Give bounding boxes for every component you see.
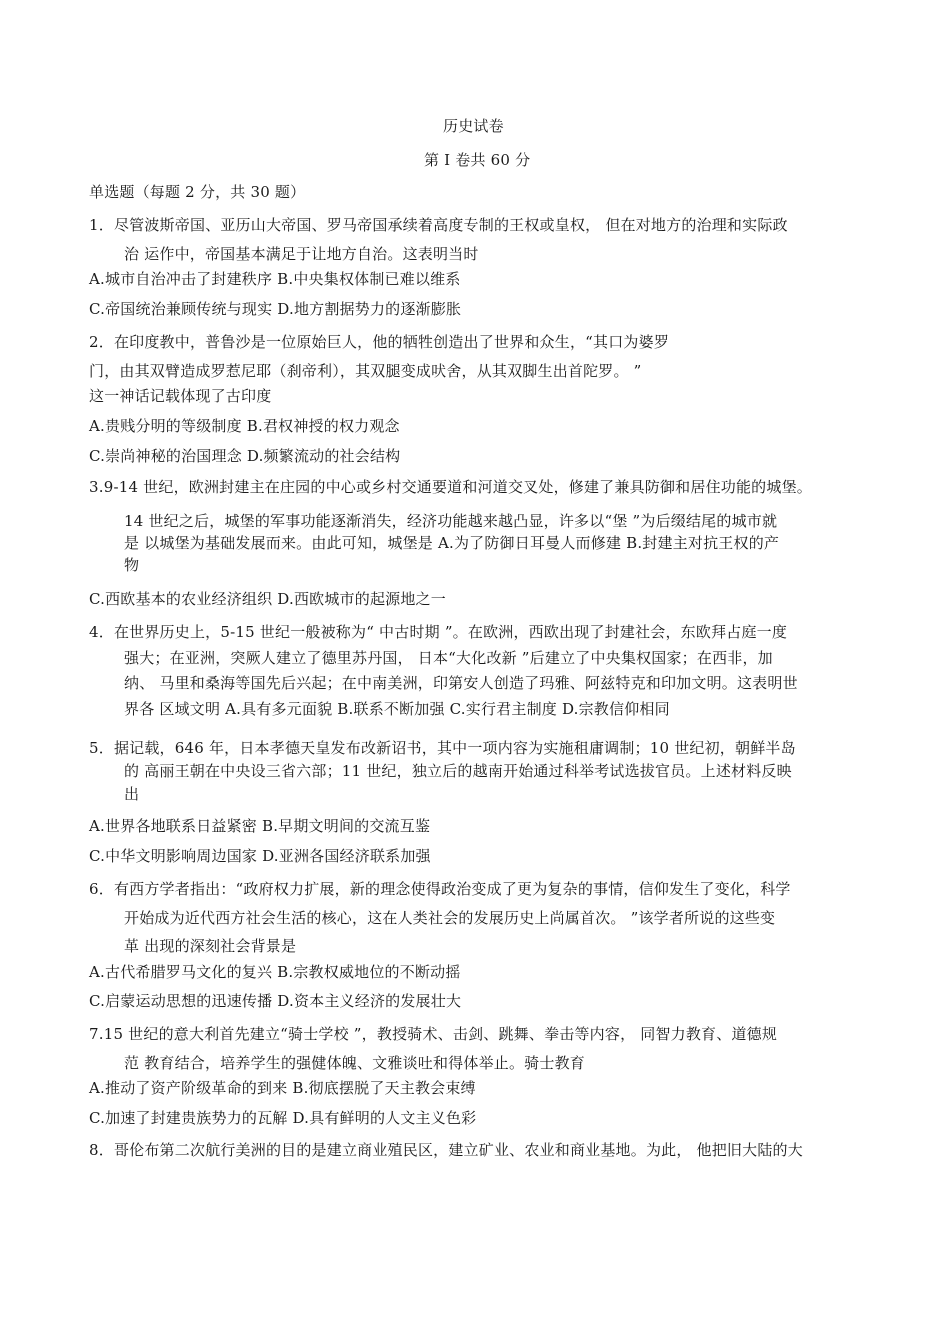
question-1-option-cd: C.帝国统治兼顾传统与现实 D.地方割据势力的逐渐膨胀: [89, 300, 462, 318]
question-2-option-ab: A.贵贱分明的等级制度 B.君权神授的权力观念: [89, 417, 400, 435]
question-7-option-cd: C.加速了封建贵族势力的瓦解 D.具有鲜明的人文主义色彩: [89, 1109, 477, 1127]
question-3-line-3: 是 以城堡为基础发展而来。由此可知，城堡是 A.为了防御日耳曼人而修建 B.封建主对抗王权的产: [124, 534, 780, 552]
question-3-line-4: 物: [124, 556, 140, 574]
question-3-line-2: 14 世纪之后，城堡的军事功能逐渐消失，经济功能越来越凸显，许多以“堡 ”为后缀结尾的城市就: [124, 512, 778, 530]
question-6-option-cd: C.启蒙运动思想的迅速传播 D.资本主义经济的发展壮大: [89, 992, 462, 1010]
question-2-line-2: 门，由其双臂造成罗惹尼耶（刹帝利），其双腿变成吠舍，从其双脚生出首陀罗。 ”: [89, 362, 642, 380]
page-subtitle: 第 I 卷共 60 分: [424, 151, 531, 169]
question-3-line-1: 3.9-14 世纪，欧洲封建主在庄园的中心或乡村交通要道和河道交叉处，修建了兼具防御和居住功能的城堡。: [89, 478, 812, 496]
question-6-line-1: 6．有西方学者指出：“政府权力扩展，新的理念使得政治变成了更为复杂的事情，信仰发生了变化，科学: [89, 880, 791, 898]
question-6-option-ab: A.古代希腊罗马文化的复兴 B.宗教权威地位的不断动摇: [89, 963, 461, 981]
question-4-line-2: 强大；在亚洲，突厥人建立了德里苏丹国， 日本“大化改新 ”后建立了中央集权国家；在西非，加: [124, 649, 773, 667]
section-heading: 单选题（每题 2 分，共 30 题）: [89, 183, 306, 201]
question-4-line-1: 4．在世界历史上，5-15 世纪一般被称为“ 中古时期 ”。在欧洲，西欧出现了封建社会，东欧拜占庭一度: [89, 623, 788, 641]
question-4-line-3: 纳、 马里和桑海等国先后兴起；在中南美洲，印第安人创造了玛雅、阿兹特克和印加文明。这表明世: [124, 674, 798, 692]
question-2-option-cd: C.崇尚神秘的治国理念 D.频繁流动的社会结构: [89, 447, 401, 465]
page-title: 历史试卷: [443, 117, 504, 135]
question-5-line-1: 5．据记载，646 年，日本孝德天皇发布改新诏书，其中一项内容为实施租庸调制；10 世纪初，朝鲜半岛: [89, 739, 796, 757]
question-1-option-ab: A.城市自治冲击了封建秩序 B.中央集权体制已难以维系: [89, 270, 461, 288]
question-5-line-3: 出: [124, 785, 140, 803]
question-5-option-cd: C.中华文明影响周边国家 D.亚洲各国经济联系加强: [89, 847, 431, 865]
question-5-line-2: 的 高丽王朝在中央设三省六部；11 世纪，独立后的越南开始通过科举考试选拔官员。上述材料反映: [124, 762, 792, 780]
question-6-line-2: 开始成为近代西方社会生活的核心，这在人类社会的发展历史上尚属首次。 ”该学者所说的这些变: [124, 909, 776, 927]
question-7-line-1: 7.15 世纪的意大利首先建立“骑士学校 ”，教授骑术、击剑、跳舞、拳击等内容， 同智力教育、道德规: [89, 1025, 778, 1043]
question-1-line-1: 1．尽管波斯帝国、亚历山大帝国、罗马帝国承续着高度专制的王权或皇权， 但在对地方的治理和实际政: [89, 216, 788, 234]
question-2-line-3: 这一神话记载体现了古印度: [89, 387, 272, 405]
question-2-line-1: 2．在印度教中，普鲁沙是一位原始巨人，他的牺牲创造出了世界和众生，“其口为婆罗: [89, 333, 670, 351]
question-7-option-ab: A.推动了资产阶级革命的到来 B.彻底摆脱了天主教会束缚: [89, 1079, 476, 1097]
question-4-line-4: 界各 区域文明 A.具有多元面貌 B.联系不断加强 C.实行君主制度 D.宗教信仰相同: [124, 700, 670, 718]
question-7-line-2: 范 教育结合，培养学生的强健体魄、文雅谈吐和得体举止。骑士教育: [124, 1054, 585, 1072]
question-1-line-2: 治 运作中，帝国基本满足于让地方自治。这表明当时: [124, 245, 479, 263]
question-6-line-3: 革 出现的深刻社会背景是: [124, 937, 297, 955]
question-3-option-cd: C.西欧基本的农业经济组织 D.西欧城市的起源地之一: [89, 590, 446, 608]
question-8-line-1: 8．哥伦布第二次航行美洲的目的是建立商业殖民区，建立矿业、农业和商业基地。为此， 他把旧大陆的大: [89, 1141, 803, 1159]
question-5-option-ab: A.世界各地联系日益紧密 B.早期文明间的交流互鉴: [89, 817, 431, 835]
